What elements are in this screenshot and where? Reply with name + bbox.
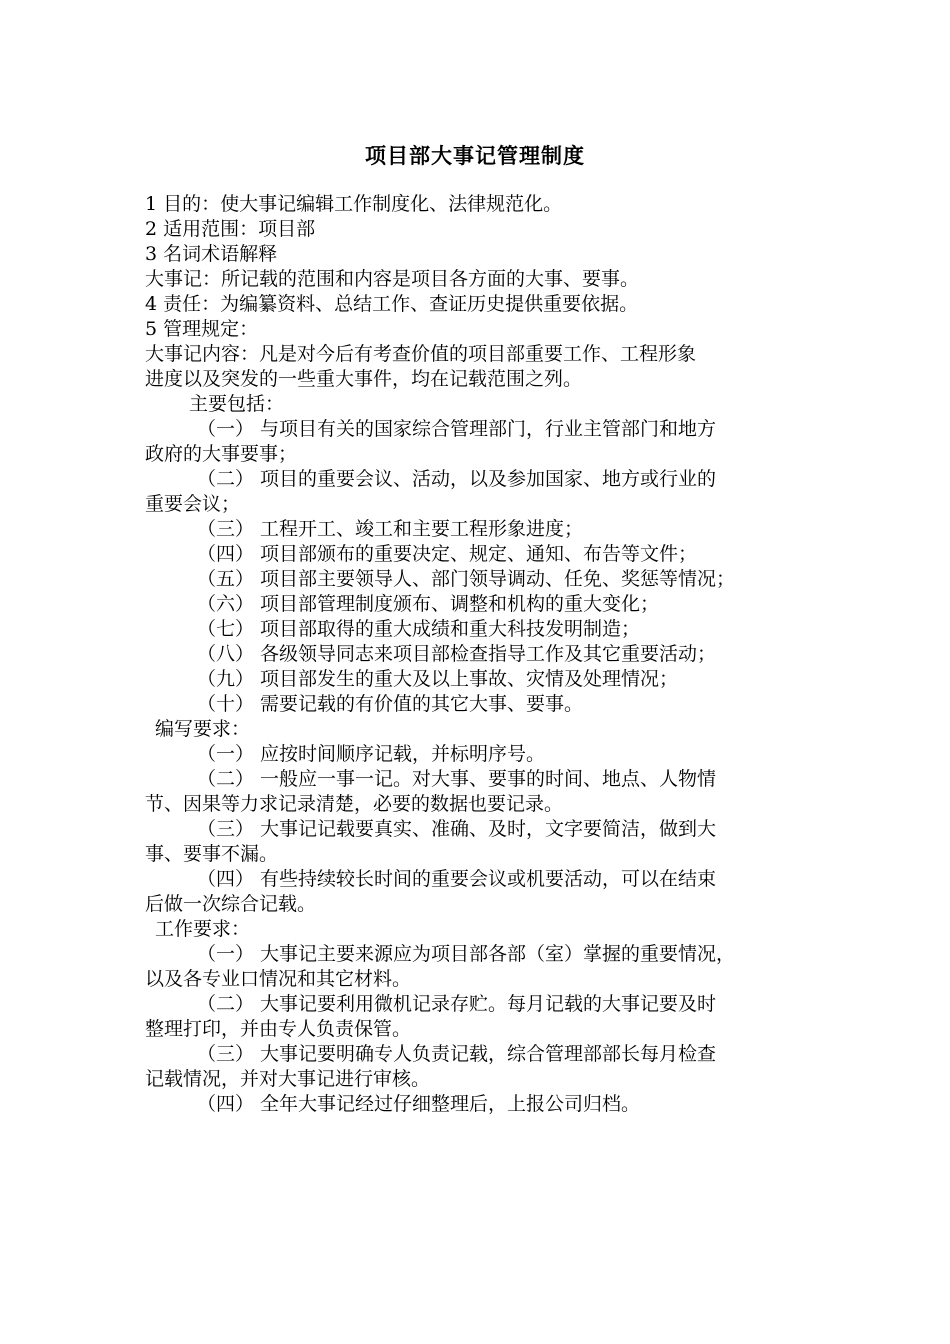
list-item: （一） 与项目有关的国家综合管理部门，行业主管部门和地方: [197, 418, 717, 440]
list-item: （四） 有些持续较长时间的重要会议或机要活动，可以在结束: [197, 868, 717, 890]
list-item-continuation: 记载情况，并对大事记进行审核。: [145, 1068, 431, 1090]
list-item-continuation: 重要会议；: [145, 493, 241, 515]
list-item: （八） 各级领导同志来项目部检查指导工作及其它重要活动；: [197, 643, 717, 665]
list-item: （三） 工程开工、竣工和主要工程形象进度；: [197, 518, 584, 540]
list-item: （三） 大事记记载要真实、准确、及时，文字要简洁，做到大: [197, 818, 717, 840]
list-item: （一） 应按时间顺序记载，并标明序号。: [197, 743, 546, 765]
text-line: 2 适用范围：项目部: [145, 218, 316, 240]
list-item: （九） 项目部发生的重大及以上事故、灾情及处理情况；: [197, 668, 679, 690]
list-item: （二） 大事记要利用微机记录存贮。每月记载的大事记要及时: [197, 993, 717, 1015]
list-item: （二） 项目的重要会议、活动，以及参加国家、地方或行业的: [197, 468, 717, 490]
text-line: 4 责任：为编纂资料、总结工作、查证历史提供重要依据。: [145, 293, 639, 315]
text-line: 进度以及突发的一些重大事件，均在记载范围之列。: [145, 368, 583, 390]
text-line: 1 目的：使大事记编辑工作制度化、法律规范化。: [145, 193, 563, 215]
list-item-continuation: 政府的大事要事；: [145, 443, 298, 465]
text-line: 大事记内容：凡是对今后有考查价值的项目部重要工作、工程形象: [145, 343, 697, 365]
section-heading: 工作要求：: [155, 918, 251, 940]
text-line: 5 管理规定：: [145, 318, 259, 340]
list-item: （一） 大事记主要来源应为项目部各部（室）掌握的重要情况，: [197, 943, 736, 965]
list-item-continuation: 节、因果等力求记录清楚，必要的数据也要记录。: [145, 793, 564, 815]
list-item: （四） 全年大事记经过仔细整理后，上报公司归档。: [197, 1093, 641, 1115]
document-title: 项目部大事记管理制度: [365, 144, 585, 168]
document-body: [145, 192, 835, 1117]
list-item: （七） 项目部取得的重大成绩和重大科技发明制造；: [197, 618, 641, 640]
list-item: （五） 项目部主要领导人、部门领导调动、任免、奖惩等情况；: [197, 568, 736, 590]
list-item: （二） 一般应一事一记。对大事、要事的时间、地点、人物情: [197, 768, 717, 790]
list-item: （十） 需要记载的有价值的其它大事、要事。: [197, 693, 584, 715]
list-item-continuation: 后做一次综合记载。: [145, 893, 317, 915]
list-item-continuation: 事、要事不漏。: [145, 843, 279, 865]
list-item-continuation: 以及各专业口情况和其它材料。: [145, 968, 412, 990]
list-item: （三） 大事记要明确专人负责记载，综合管理部部长每月检查: [197, 1043, 717, 1065]
section-heading: 主要包括：: [189, 393, 285, 415]
list-item: （六） 项目部管理制度颁布、调整和机构的重大变化；: [197, 593, 660, 615]
list-item: （四） 项目部颁布的重要决定、规定、通知、布告等文件；: [197, 543, 698, 565]
text-line: 大事记：所记载的范围和内容是项目各方面的大事、要事。: [145, 268, 640, 290]
list-item-continuation: 整理打印，并由专人负责保管。: [145, 1018, 412, 1040]
section-heading: 编写要求：: [155, 718, 251, 740]
text-line: 3 名词术语解释: [145, 243, 278, 265]
